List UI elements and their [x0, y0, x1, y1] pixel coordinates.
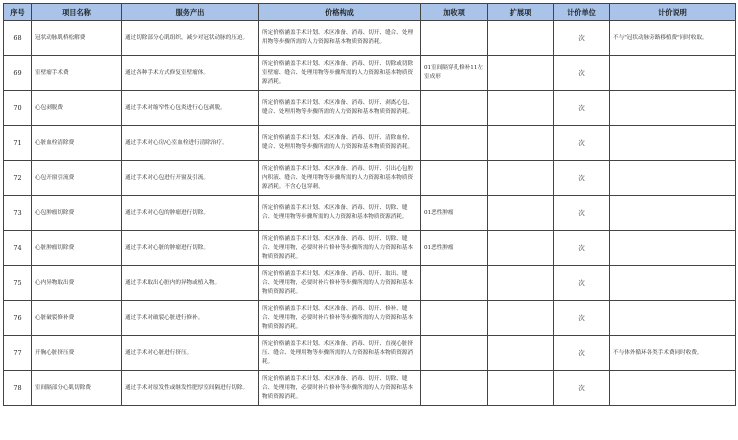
pricing-note-cell: [610, 91, 736, 126]
unit-cell-text: 次: [578, 383, 585, 392]
service-output-cell: [122, 91, 259, 126]
unit-cell-text: 次: [578, 348, 585, 357]
price-composition-cell-text: 所定价格涵盖手术计划、术区准备、消毒、切开、切除、缝合、处理用物，必要时补片修补等步骤所需的人力资源和基本物质资源消耗。: [262, 235, 414, 260]
price-composition-cell: [259, 56, 421, 91]
service-output-cell-text: 通过各种手术方式修复室壁瘤体。: [125, 69, 209, 76]
header-row: [4, 4, 736, 21]
unit-cell: [554, 231, 610, 266]
surcharge-cell: [421, 301, 488, 336]
pricing-note-cell: [610, 161, 736, 196]
extension-cell: [488, 301, 554, 336]
price-composition-cell-text: 所定价格涵盖手术计划、术区准备、消毒、切开、缝合、处理用物等步骤所需的人力资源和基本物质资源消耗。: [262, 30, 414, 45]
table-row: [4, 336, 736, 371]
price-composition-cell-text: 所定价格涵盖手术计划、术区准备、消毒、切开、取出、缝合、处理用物，必要时补片修补等步骤所需的人力资源和基本物质资源消耗。: [262, 270, 414, 295]
header-unit: 计价单位: [554, 4, 610, 21]
price-composition-cell-text: 所定价格涵盖手术计划、术区准备、消毒、切开、剥离心包、缝合、处理用物等步骤所需的人力资源和基本物质资源消耗。: [262, 100, 414, 115]
item-name-cell: [32, 371, 122, 406]
price-composition-cell: [259, 301, 421, 336]
item-name-cell-text: 心脏肿瘤切除费: [35, 244, 75, 251]
service-output-cell-text: 通过手术对心包进行开窗及引流。: [125, 174, 209, 181]
serial-no-cell: [4, 301, 32, 336]
unit-cell-text: 次: [578, 103, 585, 112]
item-name-cell-text: 心脏血栓清除费: [35, 139, 75, 146]
unit-cell: [554, 196, 610, 231]
pricing-note-cell: [610, 21, 736, 56]
table-row: [4, 301, 736, 336]
pricing-note-cell: [610, 266, 736, 301]
surcharge-cell: [421, 266, 488, 301]
item-name-cell: [32, 266, 122, 301]
service-output-cell-text: 通过切除部分心肌组织，减少对冠状动脉的压迫。: [125, 34, 249, 41]
unit-cell: [554, 91, 610, 126]
unit-cell-text: 次: [578, 313, 585, 322]
serial-no-cell-text: 71: [13, 138, 22, 147]
item-name-cell-text: 室间隔部分心肌切除费: [35, 384, 91, 391]
pricing-note-cell-text: 不与"冠状动脉旁路移植费"同时收取。: [613, 34, 708, 41]
serial-no-cell-text: 75: [13, 278, 22, 287]
serial-no-cell-text: 69: [13, 68, 22, 77]
service-output-cell: [122, 126, 259, 161]
price-composition-cell: [259, 231, 421, 266]
extension-cell: [488, 91, 554, 126]
table-row: [4, 371, 736, 406]
unit-cell: [554, 336, 610, 371]
extension-cell: [488, 231, 554, 266]
price-composition-cell-text: 所定价格涵盖手术计划、术区准备、消毒、切开、切除、缝合、处理用物，必要时补片修补等步骤所需的人力资源和基本物质资源消耗。: [262, 375, 414, 400]
item-name-cell: [32, 231, 122, 266]
extension-cell: [488, 336, 554, 371]
surcharge-cell: [421, 126, 488, 161]
price-composition-cell: [259, 126, 421, 161]
service-output-cell-text: 通过手术对破裂心脏进行修补。: [125, 314, 204, 321]
item-name-cell-text: 开胸心脏挤压费: [35, 349, 75, 356]
serial-no-cell-text: 73: [13, 208, 22, 217]
item-name-cell-text: 心包开窗引流费: [35, 174, 75, 181]
item-name-cell: [32, 161, 122, 196]
item-name-cell: [32, 91, 122, 126]
extension-cell: [488, 266, 554, 301]
item-name-cell-text: 心包剥脱费: [35, 104, 63, 111]
item-name-cell-text: 室壁瘤手术费: [35, 69, 69, 76]
service-output-cell: [122, 21, 259, 56]
unit-cell: [554, 371, 610, 406]
service-output-cell-text: 通过手术取出心脏内的异物或植入物。: [125, 279, 221, 286]
table-row: [4, 21, 736, 56]
serial-no-cell-text: 68: [13, 33, 22, 42]
table-row: [4, 161, 736, 196]
price-composition-cell-text: 所定价格涵盖手术计划、术区准备、消毒、切开、直视心脏挤压、缝合、处理用物等步骤所需的人力资源和基本物质资源消耗。: [262, 340, 414, 365]
header-extension: 扩展项: [488, 4, 554, 21]
serial-no-cell: [4, 231, 32, 266]
service-output-cell: [122, 231, 259, 266]
service-output-cell: [122, 336, 259, 371]
unit-cell: [554, 56, 610, 91]
extension-cell: [488, 161, 554, 196]
price-composition-cell-text: 所定价格涵盖手术计划、术区准备、消毒、切开、切除或切除室壁瘤、缝合、处理用物等步骤所需的人力资源和基本物质资源消耗。: [262, 60, 414, 85]
header-service-output: 服务产出: [122, 4, 259, 21]
unit-cell: [554, 301, 610, 336]
pricing-note-cell-text: 不与体外循环各类手术费同时收费。: [613, 349, 703, 356]
price-composition-cell: [259, 371, 421, 406]
price-composition-cell: [259, 196, 421, 231]
table-row: [4, 91, 736, 126]
price-composition-cell: [259, 336, 421, 371]
price-composition-cell: [259, 91, 421, 126]
service-output-cell: [122, 266, 259, 301]
surcharge-cell: [421, 371, 488, 406]
unit-cell-text: 次: [578, 68, 585, 77]
service-output-cell-text: 通过手术对缩窄性心包炎进行心包剥脱。: [125, 104, 226, 111]
item-name-cell-text: 心脏破裂修补费: [35, 314, 75, 321]
item-name-cell: [32, 21, 122, 56]
service-output-cell: [122, 56, 259, 91]
surcharge-cell: [421, 336, 488, 371]
surcharge-cell-text: 01恶性肿瘤: [424, 209, 454, 216]
serial-no-cell-text: 76: [13, 313, 22, 322]
table-body: [4, 21, 736, 406]
item-name-cell: [32, 336, 122, 371]
table-row: [4, 231, 736, 266]
header-item-name: 项目名称: [32, 4, 122, 21]
serial-no-cell: [4, 21, 32, 56]
surcharge-cell: [421, 21, 488, 56]
service-output-cell-text: 通过手术对心脏进行挤压。: [125, 349, 193, 356]
unit-cell-text: 次: [578, 278, 585, 287]
serial-no-cell: [4, 196, 32, 231]
pricing-note-cell: [610, 336, 736, 371]
item-name-cell: [32, 196, 122, 231]
pricing-note-cell: [610, 196, 736, 231]
unit-cell-text: 次: [578, 173, 585, 182]
item-name-cell: [32, 126, 122, 161]
service-output-cell-text: 通过手术对原发性或继发性肥厚室间隔进行切除。: [125, 384, 249, 391]
extension-cell: [488, 56, 554, 91]
unit-cell-text: 次: [578, 138, 585, 147]
table-header: [4, 4, 736, 21]
table-row: [4, 126, 736, 161]
service-output-cell-text: 通过手术对心房/心室血栓进行清除治疗。: [125, 139, 228, 146]
item-name-cell: [32, 301, 122, 336]
service-output-cell-text: 通过手术对心包的肿瘤进行切除。: [125, 209, 209, 216]
table-row: [4, 266, 736, 301]
service-output-cell: [122, 161, 259, 196]
item-name-cell-text: 冠状动脉肌桥松解费: [35, 34, 86, 41]
service-output-cell: [122, 301, 259, 336]
unit-cell-text: 次: [578, 33, 585, 42]
pricing-table-container: [3, 3, 735, 437]
service-output-cell-text: 通过手术对心脏的肿瘤进行切除。: [125, 244, 209, 251]
serial-no-cell: [4, 266, 32, 301]
serial-no-cell-text: 78: [13, 383, 22, 392]
service-output-cell: [122, 196, 259, 231]
surcharge-cell: [421, 91, 488, 126]
service-output-cell: [122, 371, 259, 406]
price-composition-cell-text: 所定价格涵盖手术计划、术区准备、消毒、切开、引出心包腔内积液、缝合、处理用物等步骤所需的人力资源和基本物质资源消耗。不含心包穿刺。: [262, 165, 414, 190]
serial-no-cell-text: 70: [13, 103, 22, 112]
serial-no-cell: [4, 161, 32, 196]
surcharge-cell: [421, 196, 488, 231]
item-name-cell: [32, 56, 122, 91]
unit-cell: [554, 21, 610, 56]
price-composition-cell-text: 所定价格涵盖手术计划、术区准备、消毒、切开、修补、缝合、处理用物，必要时补片修补等步骤所需的人力资源和基本物质资源消耗。: [262, 305, 414, 330]
header-pricing-note: 计价说明: [610, 4, 736, 21]
price-composition-cell: [259, 21, 421, 56]
extension-cell: [488, 371, 554, 406]
unit-cell-text: 次: [578, 243, 585, 252]
header-price-composition: 价格构成: [259, 4, 421, 21]
serial-no-cell: [4, 336, 32, 371]
unit-cell: [554, 266, 610, 301]
surcharge-cell-text: 01恶性肿瘤: [424, 244, 454, 251]
surcharge-cell: [421, 161, 488, 196]
pricing-note-cell: [610, 301, 736, 336]
item-name-cell-text: 心内异物取出费: [35, 279, 75, 286]
unit-cell-text: 次: [578, 208, 585, 217]
serial-no-cell: [4, 371, 32, 406]
table-row: [4, 196, 736, 231]
surcharge-cell: [421, 56, 488, 91]
serial-no-cell: [4, 56, 32, 91]
pricing-note-cell: [610, 371, 736, 406]
header-surcharge: 加收项: [421, 4, 488, 21]
serial-no-cell-text: 72: [13, 173, 22, 182]
item-name-cell-text: 心包肿瘤切除费: [35, 209, 75, 216]
surcharge-cell-text: 01室间隔穿孔修补11左室成形: [424, 65, 483, 80]
table-row: [4, 56, 736, 91]
price-composition-cell-text: 所定价格涵盖手术计划、术区准备、消毒、切开、清除血栓、缝合、处理用物等步骤所需的人力资源和基本物质资源消耗。: [262, 135, 414, 150]
pricing-table: [3, 3, 736, 406]
pricing-note-cell: [610, 56, 736, 91]
price-composition-cell-text: 所定价格涵盖手术计划、术区准备、消毒、切开、切除、缝合、处理用物等步骤所需的人力资源和基本物质资源消耗。: [262, 205, 408, 220]
extension-cell: [488, 196, 554, 231]
header-serial-no: 序号: [4, 4, 32, 21]
serial-no-cell-text: 74: [13, 243, 22, 252]
extension-cell: [488, 21, 554, 56]
serial-no-cell: [4, 126, 32, 161]
serial-no-cell: [4, 91, 32, 126]
unit-cell: [554, 126, 610, 161]
pricing-note-cell: [610, 126, 736, 161]
price-composition-cell: [259, 161, 421, 196]
extension-cell: [488, 126, 554, 161]
serial-no-cell-text: 77: [13, 348, 22, 357]
pricing-note-cell: [610, 231, 736, 266]
unit-cell: [554, 161, 610, 196]
price-composition-cell: [259, 266, 421, 301]
surcharge-cell: [421, 231, 488, 266]
